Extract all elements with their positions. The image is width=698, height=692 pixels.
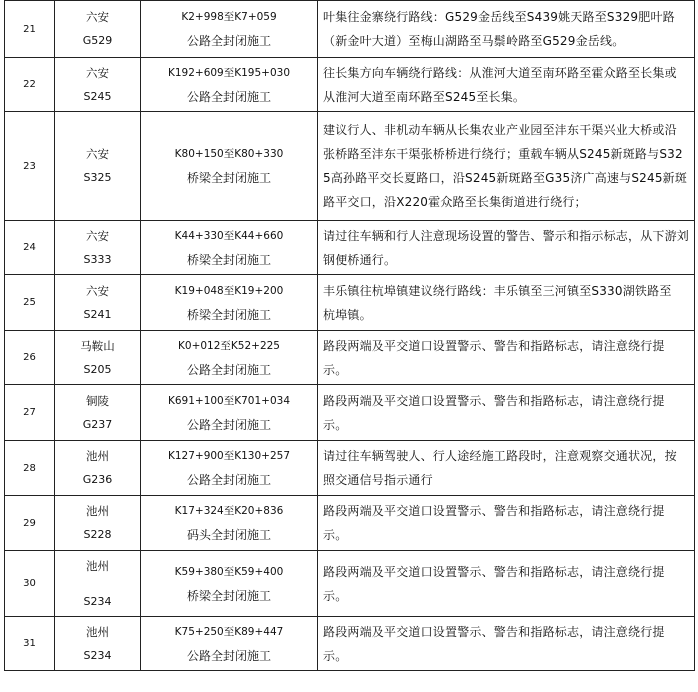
location-cell xyxy=(55,221,141,275)
stake-range: K17+324至K20+836 xyxy=(174,505,284,517)
city-name: 六安 xyxy=(86,65,109,80)
section-cell xyxy=(141,275,318,331)
detour-notes xyxy=(318,275,695,331)
location-cell xyxy=(55,385,141,441)
detour-line: 示。 xyxy=(323,648,348,663)
detour-notes xyxy=(318,1,695,58)
detour-line: 往长集方向车辆绕行路线：从淮河大道至南环路至霍众路至长集或 xyxy=(323,65,677,80)
table-row xyxy=(5,58,695,112)
detour-line: 路段两端及平交道口设置警示、警告和指路标志，请注意绕行提 xyxy=(323,393,665,408)
detour-line: 示。 xyxy=(323,417,348,432)
detour-line: 钢便桥通行。 xyxy=(323,252,397,267)
stake-range: K44+330至K44+660 xyxy=(174,229,284,242)
detour-line: 请过往车辆和行人注意现场设置的警告、警示和指示标志，从下游刘 xyxy=(323,228,690,243)
table-row xyxy=(5,1,695,58)
detour-line: 示。 xyxy=(323,528,348,542)
section-cell xyxy=(141,112,318,221)
table-row xyxy=(5,496,695,551)
location-cell xyxy=(55,112,141,221)
table-body xyxy=(5,1,695,671)
city-name: 池州 xyxy=(86,558,109,573)
detour-notes xyxy=(318,385,695,441)
stake-range: K2+998至K7+059 xyxy=(181,11,277,23)
section-cell xyxy=(141,58,318,112)
section-cell xyxy=(141,221,318,275)
location-cell xyxy=(55,551,141,617)
road-code: G236 xyxy=(82,473,113,486)
stake-range: K127+900至K130+257 xyxy=(167,450,291,462)
location-cell xyxy=(55,496,141,551)
road-code: S245 xyxy=(83,89,112,103)
stake-range: K19+048至K19+200 xyxy=(174,284,284,297)
detour-notes xyxy=(318,58,695,112)
road-code: S205 xyxy=(83,362,112,376)
stake-range: K192+609至K195+030 xyxy=(167,66,291,79)
section-cell xyxy=(141,331,318,385)
stake-range: K75+250至K89+447 xyxy=(174,625,284,638)
section-cell xyxy=(141,617,318,671)
detour-line: 叶集往金寨绕行路线：G529金岳线至S439姚天路至S329肥叶路 xyxy=(323,10,675,24)
road-code: S333 xyxy=(83,252,112,266)
detour-line: 路段两端及平交道口设置警示、警告和指路标志，请注意绕行提 xyxy=(323,338,665,353)
table-row xyxy=(5,385,695,441)
row-number: 24 xyxy=(5,221,55,275)
road-code: S234 xyxy=(83,594,112,608)
row-number: 30 xyxy=(5,551,55,617)
detour-line: 杭埠镇。 xyxy=(323,307,372,322)
table-row xyxy=(5,441,695,496)
location-cell xyxy=(55,331,141,385)
road-code: S234 xyxy=(83,648,112,662)
road-code: G529 xyxy=(82,34,113,47)
table-row xyxy=(5,551,695,617)
detour-notes xyxy=(318,496,695,551)
row-number: 27 xyxy=(5,385,55,441)
detour-line: 路段两端及平交道口设置警示、警告和指路标志，请注意绕行提 xyxy=(323,504,665,518)
detour-line: 示。 xyxy=(323,362,348,377)
detour-notes xyxy=(318,441,695,496)
detour-line: 示。 xyxy=(323,588,348,603)
detour-line: 从淮河大道至南环路至S245至长集。 xyxy=(323,89,526,104)
row-number: 26 xyxy=(5,331,55,385)
section-cell xyxy=(141,1,318,58)
work-type: 桥梁全封闭施工 xyxy=(186,171,271,185)
work-type: 公路全封闭施工 xyxy=(186,362,271,377)
work-type: 桥梁全封闭施工 xyxy=(186,588,271,603)
section-cell xyxy=(141,496,318,551)
work-type: 公路全封闭施工 xyxy=(186,34,271,48)
detour-notes xyxy=(318,112,695,221)
city-name: 六安 xyxy=(86,10,109,24)
stake-range: K0+012至K52+225 xyxy=(178,339,280,352)
detour-line: 张桥路至沣东干渠张桥桥进行绕行；重载车辆从S245新斑路与S32 xyxy=(323,147,683,161)
row-number: 29 xyxy=(5,496,55,551)
detour-line: 5高孙路平交长夏路口，沿S245新斑路至G35济广高速与S245新斑 xyxy=(323,171,688,185)
row-number: 25 xyxy=(5,275,55,331)
road-code: S228 xyxy=(83,528,112,541)
detour-line: 请过往车辆驾驶人、行人途经施工路段时，注意观察交通状况，按 xyxy=(323,449,677,463)
row-number: 21 xyxy=(5,1,55,58)
detour-notes xyxy=(318,551,695,617)
city-name: 六安 xyxy=(86,283,109,298)
location-cell xyxy=(55,58,141,112)
table-row xyxy=(5,221,695,275)
location-cell xyxy=(55,275,141,331)
work-type: 公路全封闭施工 xyxy=(186,417,271,432)
road-code: S325 xyxy=(83,171,112,184)
work-type: 桥梁全封闭施工 xyxy=(186,307,271,322)
city-name: 马鞍山 xyxy=(80,338,115,353)
detour-line: 照交通信号指示通行 xyxy=(323,473,433,487)
road-closure-table xyxy=(4,0,695,671)
stake-range: K691+100至K701+034 xyxy=(167,394,291,407)
work-type: 码头全封闭施工 xyxy=(186,528,271,542)
city-name: 铜陵 xyxy=(86,393,109,408)
row-number: 31 xyxy=(5,617,55,671)
table-row xyxy=(5,617,695,671)
detour-line: 路平交口，沿X220霍众路至长集街道进行绕行； xyxy=(323,195,587,209)
row-number: 22 xyxy=(5,58,55,112)
detour-line: 路段两端及平交道口设置警示、警告和指路标志，请注意绕行提 xyxy=(323,624,665,639)
detour-line: 路段两端及平交道口设置警示、警告和指路标志，请注意绕行提 xyxy=(323,564,665,579)
row-number: 28 xyxy=(5,441,55,496)
city-name: 六安 xyxy=(86,147,109,161)
work-type: 公路全封闭施工 xyxy=(186,89,271,104)
city-name: 池州 xyxy=(86,449,109,463)
work-type: 公路全封闭施工 xyxy=(186,648,271,663)
location-cell xyxy=(55,441,141,496)
work-type: 桥梁全封闭施工 xyxy=(186,252,271,267)
detour-notes xyxy=(318,331,695,385)
detour-line: 建议行人、非机动车辆从长集农业产业园至沣东干渠兴业大桥或沿 xyxy=(323,123,677,137)
location-cell xyxy=(55,1,141,58)
section-cell xyxy=(141,551,318,617)
work-type: 公路全封闭施工 xyxy=(186,473,271,487)
table-row xyxy=(5,275,695,331)
stake-range: K80+150至K80+330 xyxy=(174,148,284,160)
detour-notes xyxy=(318,221,695,275)
table-row xyxy=(5,112,695,221)
road-code: G237 xyxy=(82,417,113,431)
location-cell xyxy=(55,617,141,671)
section-cell xyxy=(141,385,318,441)
road-code: S241 xyxy=(83,307,112,321)
detour-line: （新金叶大道）至梅山湖路至马鬃岭路至G529金岳线。 xyxy=(323,34,625,48)
city-name: 六安 xyxy=(86,228,109,243)
row-number: 23 xyxy=(5,112,55,221)
stake-range: K59+380至K59+400 xyxy=(174,565,284,578)
city-name: 池州 xyxy=(86,624,109,639)
city-name: 池州 xyxy=(86,504,109,518)
section-cell xyxy=(141,441,318,496)
detour-line: 丰乐镇往杭埠镇建议绕行路线：丰乐镇至三河镇至S330湖铁路至 xyxy=(323,283,672,298)
detour-notes xyxy=(318,617,695,671)
table-row xyxy=(5,331,695,385)
